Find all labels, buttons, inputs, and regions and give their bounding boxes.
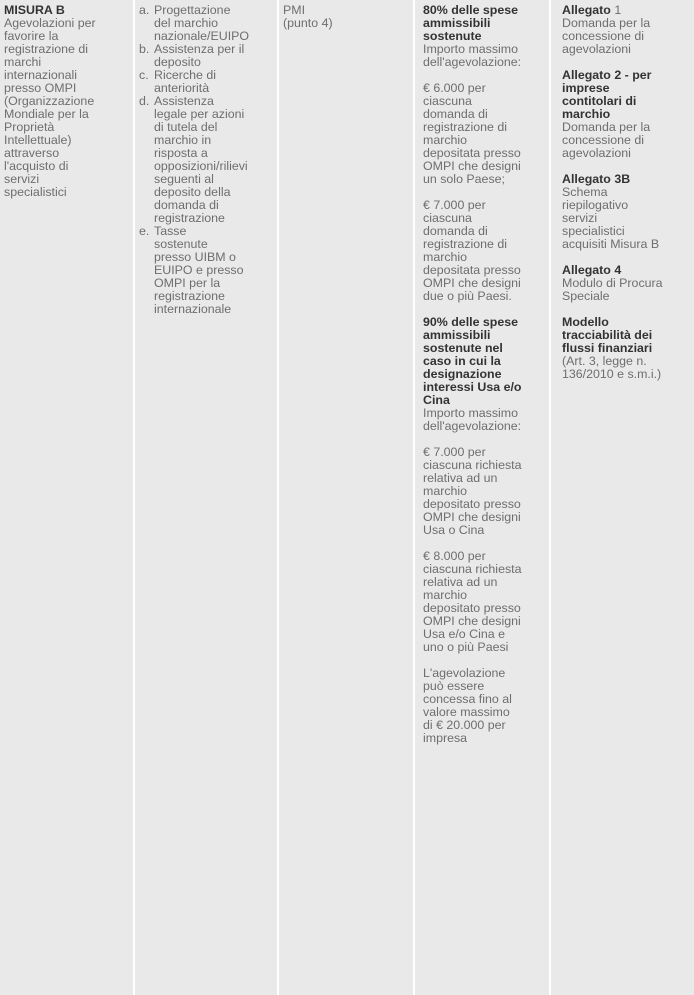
attachment-1 bbox=[562, 4, 690, 56]
beneficiaries-column bbox=[279, 0, 413, 995]
heading-line: imprese bbox=[562, 81, 610, 95]
text-line: ciascuna bbox=[423, 94, 472, 108]
heading-line: interessi Usa e/o bbox=[423, 380, 522, 394]
expense-text bbox=[154, 43, 273, 69]
text-line: ciascuna bbox=[423, 211, 472, 225]
subsidy-max-note bbox=[423, 667, 545, 745]
eligible-expenses-column bbox=[135, 0, 277, 995]
expense-item bbox=[139, 225, 273, 316]
text-line: Usa o Cina bbox=[423, 523, 485, 537]
traceability-model-text bbox=[562, 355, 690, 381]
heading-line: Allegato 2 - per bbox=[562, 68, 652, 82]
text-line: acquisiti Misura B bbox=[562, 237, 660, 251]
text-line: € 8.000 per bbox=[423, 549, 486, 563]
expense-list bbox=[139, 4, 273, 316]
text-line: attraverso bbox=[4, 146, 60, 160]
attachment-3b-title: Allegato 3B bbox=[562, 172, 631, 186]
text-line: nazionale/EUIPO bbox=[154, 29, 250, 43]
text-line: Agevolazioni per bbox=[4, 16, 96, 30]
attachment-1-text bbox=[562, 17, 690, 56]
measure-description bbox=[4, 17, 129, 199]
text-line: Schema bbox=[562, 185, 608, 199]
text-line: può essere bbox=[423, 679, 485, 693]
text-line: Domanda per la bbox=[562, 120, 651, 134]
text-line: Speciale bbox=[562, 289, 610, 303]
text-line: servizi bbox=[562, 211, 598, 225]
traceability-model bbox=[562, 316, 690, 381]
heading-line: 80% delle spese bbox=[423, 3, 519, 17]
text-line: Intellettuale) bbox=[4, 133, 72, 147]
text-line: agevolazioni bbox=[562, 42, 631, 56]
heading-line: 90% delle spese bbox=[423, 315, 519, 329]
text-line: seguenti al bbox=[154, 172, 214, 186]
heading-line: tracciabilità dei bbox=[562, 328, 653, 342]
traceability-model-title bbox=[562, 316, 690, 355]
text-line: registrazione di bbox=[423, 237, 508, 251]
text-line: servizi bbox=[4, 172, 40, 186]
max-amount-label-1 bbox=[423, 43, 545, 69]
text-line: OMPI che designi bbox=[423, 159, 521, 173]
text-line: specialistici bbox=[4, 185, 67, 199]
expense-text bbox=[154, 95, 273, 225]
text-line: marchio bbox=[423, 250, 468, 264]
text-line: domanda di bbox=[423, 224, 488, 238]
attachment-1-title: Allegato bbox=[562, 3, 611, 17]
text-line: registrazione di bbox=[4, 42, 89, 56]
text-line: ciascuna richiesta bbox=[423, 562, 522, 576]
text-line: impresa bbox=[423, 731, 468, 745]
text-line: marchio bbox=[423, 484, 468, 498]
text-line: (Art. 3, legge n. bbox=[562, 354, 647, 368]
text-line: valore massimo bbox=[423, 705, 510, 719]
heading-line: Modello bbox=[562, 315, 609, 329]
expense-item bbox=[139, 43, 273, 69]
heading-line: sostenute nel bbox=[423, 341, 503, 355]
text-line: (punto 4) bbox=[283, 16, 333, 30]
text-line: depositata presso bbox=[423, 146, 521, 160]
text-line: (Organizzazione bbox=[4, 94, 95, 108]
text-line: Tasse bbox=[154, 224, 187, 238]
text-line: anteriorità bbox=[154, 81, 210, 95]
text-line: un solo Paese; bbox=[423, 172, 505, 186]
attachments-column bbox=[551, 0, 694, 995]
text-line: dell'agevolazione: bbox=[423, 419, 522, 433]
heading-line: marchio bbox=[562, 107, 611, 121]
expense-text bbox=[154, 4, 273, 43]
text-line: L'agevolazione bbox=[423, 666, 506, 680]
heading-line: flussi finanziari bbox=[562, 341, 653, 355]
text-line: riepilogativo bbox=[562, 198, 629, 212]
expense-item bbox=[139, 4, 273, 43]
text-line: opposizioni/rilievi bbox=[154, 159, 248, 173]
expense-item bbox=[139, 69, 273, 95]
heading-line: designazione bbox=[423, 367, 502, 381]
text-line: registrazione di bbox=[423, 120, 508, 134]
text-line: marchio bbox=[423, 133, 468, 147]
text-line: marchio in bbox=[154, 133, 212, 147]
text-line: legale per azioni bbox=[154, 107, 245, 121]
text-line: € 6.000 per bbox=[423, 81, 486, 95]
list-marker: b. bbox=[139, 42, 150, 56]
text-line: EUIPO e presso bbox=[154, 263, 244, 277]
heading-line: ammissibili bbox=[423, 328, 491, 342]
measure-title: MISURA B bbox=[4, 3, 65, 17]
heading-line: sostenute bbox=[423, 29, 482, 43]
text-line: specialistici bbox=[562, 224, 625, 238]
text-line: favorire la bbox=[4, 29, 59, 43]
text-line: depositata presso bbox=[423, 263, 521, 277]
text-line: Progettazione bbox=[154, 3, 231, 17]
expense-text bbox=[154, 69, 273, 95]
text-line: Modulo di Procura bbox=[562, 276, 663, 290]
subsidy-80-heading bbox=[423, 4, 545, 43]
text-line: marchi bbox=[4, 55, 42, 69]
text-line: OMPI per la bbox=[154, 276, 221, 290]
attachment-4-title: Allegato 4 bbox=[562, 263, 622, 277]
text-line: € 7.000 per bbox=[423, 445, 486, 459]
text-line: Domanda per la bbox=[562, 16, 651, 30]
text-line: relativa ad un bbox=[423, 471, 498, 485]
attachment-2 bbox=[562, 69, 690, 160]
attachment-3b-text bbox=[562, 186, 690, 251]
max-amount-label-2 bbox=[423, 407, 545, 433]
text-line: Importo massimo bbox=[423, 42, 519, 56]
text-line: Proprietà bbox=[4, 120, 55, 134]
text-line: agevolazioni bbox=[562, 146, 631, 160]
text-line: domanda di bbox=[154, 198, 219, 212]
list-marker: a. bbox=[139, 3, 150, 17]
text-line: dell'agevolazione: bbox=[423, 55, 522, 69]
text-line: domanda di bbox=[423, 107, 488, 121]
heading-line: caso in cui la bbox=[423, 354, 501, 368]
text-line: presso UIBM o bbox=[154, 250, 236, 264]
text-line: depositato presso bbox=[423, 601, 521, 615]
text-line: OMPI che designi bbox=[423, 276, 521, 290]
text-line: concessa fino al bbox=[423, 692, 512, 706]
text-line: deposito bbox=[154, 55, 201, 69]
text-line: presso OMPI bbox=[4, 81, 77, 95]
text-line: internazionali bbox=[4, 68, 78, 82]
beneficiaries-text bbox=[283, 4, 409, 30]
list-marker: c. bbox=[139, 68, 149, 82]
attachment-3b bbox=[562, 173, 690, 251]
text-line: di € 20.000 per bbox=[423, 718, 506, 732]
text-line: ciascuna richiesta bbox=[423, 458, 522, 472]
text-line: Importo massimo bbox=[423, 406, 519, 420]
text-line: l'acquisto di bbox=[4, 159, 69, 173]
text-line: Assistenza per il bbox=[154, 42, 245, 56]
text-line: OMPI che designi bbox=[423, 614, 521, 628]
text-line: registrazione bbox=[154, 211, 225, 225]
attachment-1-number: 1 bbox=[610, 3, 622, 17]
text-line: uno o più Paesi bbox=[423, 640, 509, 654]
text-line: di tutela del bbox=[154, 120, 218, 134]
list-marker: e. bbox=[139, 224, 150, 238]
expense-item bbox=[139, 95, 273, 225]
text-line: € 7.000 per bbox=[423, 198, 486, 212]
text-line: Assistenza bbox=[154, 94, 214, 108]
text-line: relativa ad un bbox=[423, 575, 498, 589]
text-line: Usa e/o Cina e bbox=[423, 627, 505, 641]
attachment-4 bbox=[562, 264, 690, 303]
text-line: marchio bbox=[423, 588, 468, 602]
text-line: concessione di bbox=[562, 29, 644, 43]
text-line: depositato presso bbox=[423, 497, 521, 511]
heading-line: contitolari di bbox=[562, 94, 637, 108]
expense-text bbox=[154, 225, 273, 316]
subsidy-90-heading bbox=[423, 316, 545, 407]
text-line: Ricerche di bbox=[154, 68, 216, 82]
attachment-4-text bbox=[562, 277, 690, 303]
subsidy-amount-usa-cina-8000 bbox=[423, 550, 545, 654]
attachment-2-text bbox=[562, 121, 690, 160]
attachment-2-title bbox=[562, 69, 690, 121]
text-line: del marchio bbox=[154, 16, 219, 30]
subsidy-amount-usa-cina-7000 bbox=[423, 446, 545, 537]
subsidy-amount-7000 bbox=[423, 199, 545, 303]
heading-line: Cina bbox=[423, 393, 450, 407]
text-line: sostenute bbox=[154, 237, 208, 251]
subsidy-column bbox=[415, 0, 549, 995]
text-line: risposta a bbox=[154, 146, 208, 160]
heading-line: ammissibili bbox=[423, 16, 491, 30]
measure-column bbox=[0, 0, 133, 995]
text-line: 136/2010 e s.m.i.) bbox=[562, 367, 662, 381]
text-line: Mondiale per la bbox=[4, 107, 89, 121]
text-line: PMI bbox=[283, 3, 306, 17]
text-line: deposito della bbox=[154, 185, 231, 199]
text-line: concessione di bbox=[562, 133, 644, 147]
text-line: OMPI che designi bbox=[423, 510, 521, 524]
text-line: internazionale bbox=[154, 302, 232, 316]
list-marker: d. bbox=[139, 94, 150, 108]
text-line: due o più Paesi. bbox=[423, 289, 512, 303]
text-line: registrazione bbox=[154, 289, 225, 303]
subsidy-amount-6000 bbox=[423, 82, 545, 186]
